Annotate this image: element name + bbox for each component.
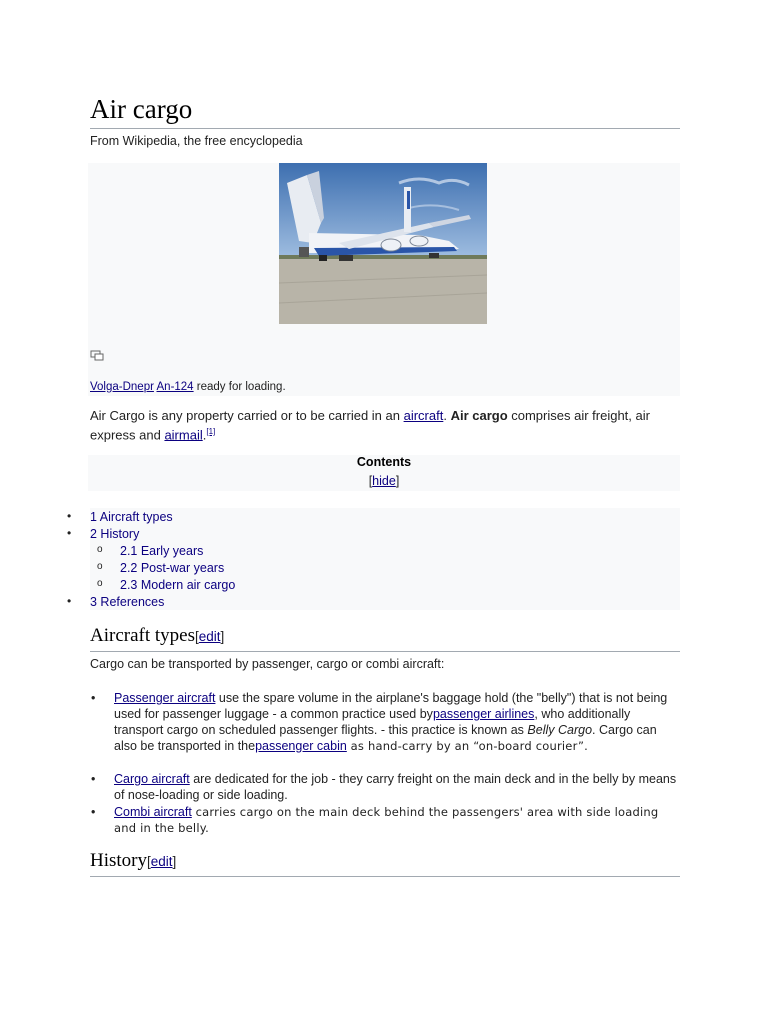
intro-paragraph (90, 408, 680, 443)
bullet: • (67, 594, 72, 608)
heading-aircraft-types (90, 624, 680, 652)
heading-text: History (90, 850, 147, 871)
table-of-contents (88, 455, 680, 491)
aircraft-image[interactable] (279, 163, 487, 324)
toc-item-history[interactable]: 2 History (90, 527, 140, 541)
image-caption (90, 381, 286, 393)
bullet: • (91, 805, 96, 819)
intro-text: Air Cargo is any property carried or to be carried in an (90, 408, 404, 423)
intro-bold: Air cargo (450, 408, 508, 423)
site-tagline: From Wikipedia, the free encyclopedia (90, 134, 303, 148)
intro-text: comprises air freight, air express and (90, 408, 650, 443)
toc-hide-wrapper (88, 474, 680, 488)
list-item (91, 804, 680, 836)
toc-item-references[interactable]: 3 References (90, 595, 165, 609)
section-lead: Cargo can be transported by passenger, cargo or combi aircraft: (90, 657, 445, 671)
bracket: [ (194, 629, 199, 644)
list-item (91, 690, 680, 754)
edit-wrapper (147, 854, 176, 869)
caption-link-volga-dnepr[interactable]: Volga-Dnepr (90, 381, 154, 393)
sub-bullet: o (97, 544, 103, 555)
link-cargo-aircraft[interactable]: Cargo aircraft (114, 772, 190, 786)
link-combi-aircraft[interactable]: Combi aircraft (114, 805, 192, 819)
bracket: [ (368, 474, 373, 488)
sub-bullet: o (97, 578, 103, 589)
reference-1[interactable]: [1] (206, 427, 216, 436)
toc-item-aircraft-types[interactable]: 1 Aircraft types (90, 510, 173, 524)
bracket: ] (172, 854, 177, 869)
link-aircraft[interactable]: aircraft (403, 408, 444, 423)
bullet: • (91, 691, 96, 705)
toc-item-modern-air-cargo[interactable]: 2.3 Modern air cargo (120, 578, 236, 592)
edit-link-aircraft-types[interactable]: edit (198, 629, 221, 644)
heading-history (90, 849, 680, 877)
toc-title: Contents (356, 455, 412, 469)
link-passenger-cabin[interactable]: passenger cabin (255, 739, 347, 753)
bracket: [ (147, 854, 151, 869)
link-passenger-airlines[interactable]: passenger airlines (432, 707, 535, 721)
bullet: • (91, 772, 96, 786)
toc-item-post-war-years[interactable]: 2.2 Post-war years (120, 561, 225, 575)
infobox (88, 163, 680, 396)
list-italic: Belly Cargo (527, 723, 593, 737)
list-text: are dedicated for the job - they carry freight on the main deck and in the belly by means of nose-loading or side loading. (114, 772, 677, 802)
heading-text: Aircraft types (90, 625, 195, 646)
list-text: use the spare volume in the airplane's baggage hold (the "belly") that is not being used for passenger luggage - a common practice used by (114, 691, 668, 721)
list-text: as hand-carry by an “on-board courier”. (346, 739, 589, 753)
sub-bullet: o (97, 561, 103, 572)
caption-text: ready for loading. (193, 381, 286, 393)
caption-link-an-124[interactable]: An-124 (156, 381, 194, 393)
edit-link-history[interactable]: edit (150, 854, 173, 869)
bullet: • (67, 509, 72, 523)
page-title: Air cargo (90, 92, 680, 129)
list-text: carries cargo on the main deck behind the passengers' area with side loading and in the belly. (114, 805, 659, 835)
toc-item-early-years[interactable]: 2.1 Early years (120, 544, 204, 558)
list-text: , who additionally transport cargo on scheduled passenger flights. - this practice is known as (114, 707, 631, 737)
list-text: . Cargo can also be transported in the (114, 723, 657, 753)
bullet: • (67, 526, 72, 540)
toc-hide-link[interactable]: hide (372, 474, 396, 488)
link-passenger-aircraft[interactable]: Passenger aircraft (114, 691, 216, 705)
link-airmail[interactable]: airmail (164, 427, 203, 443)
list-item (91, 771, 680, 803)
bracket: ] (220, 629, 225, 644)
intro-text: . (443, 408, 451, 423)
intro-text: . (202, 427, 207, 443)
bracket: ] (395, 474, 400, 488)
enlarge-icon[interactable] (90, 348, 104, 359)
edit-wrapper (195, 629, 224, 644)
